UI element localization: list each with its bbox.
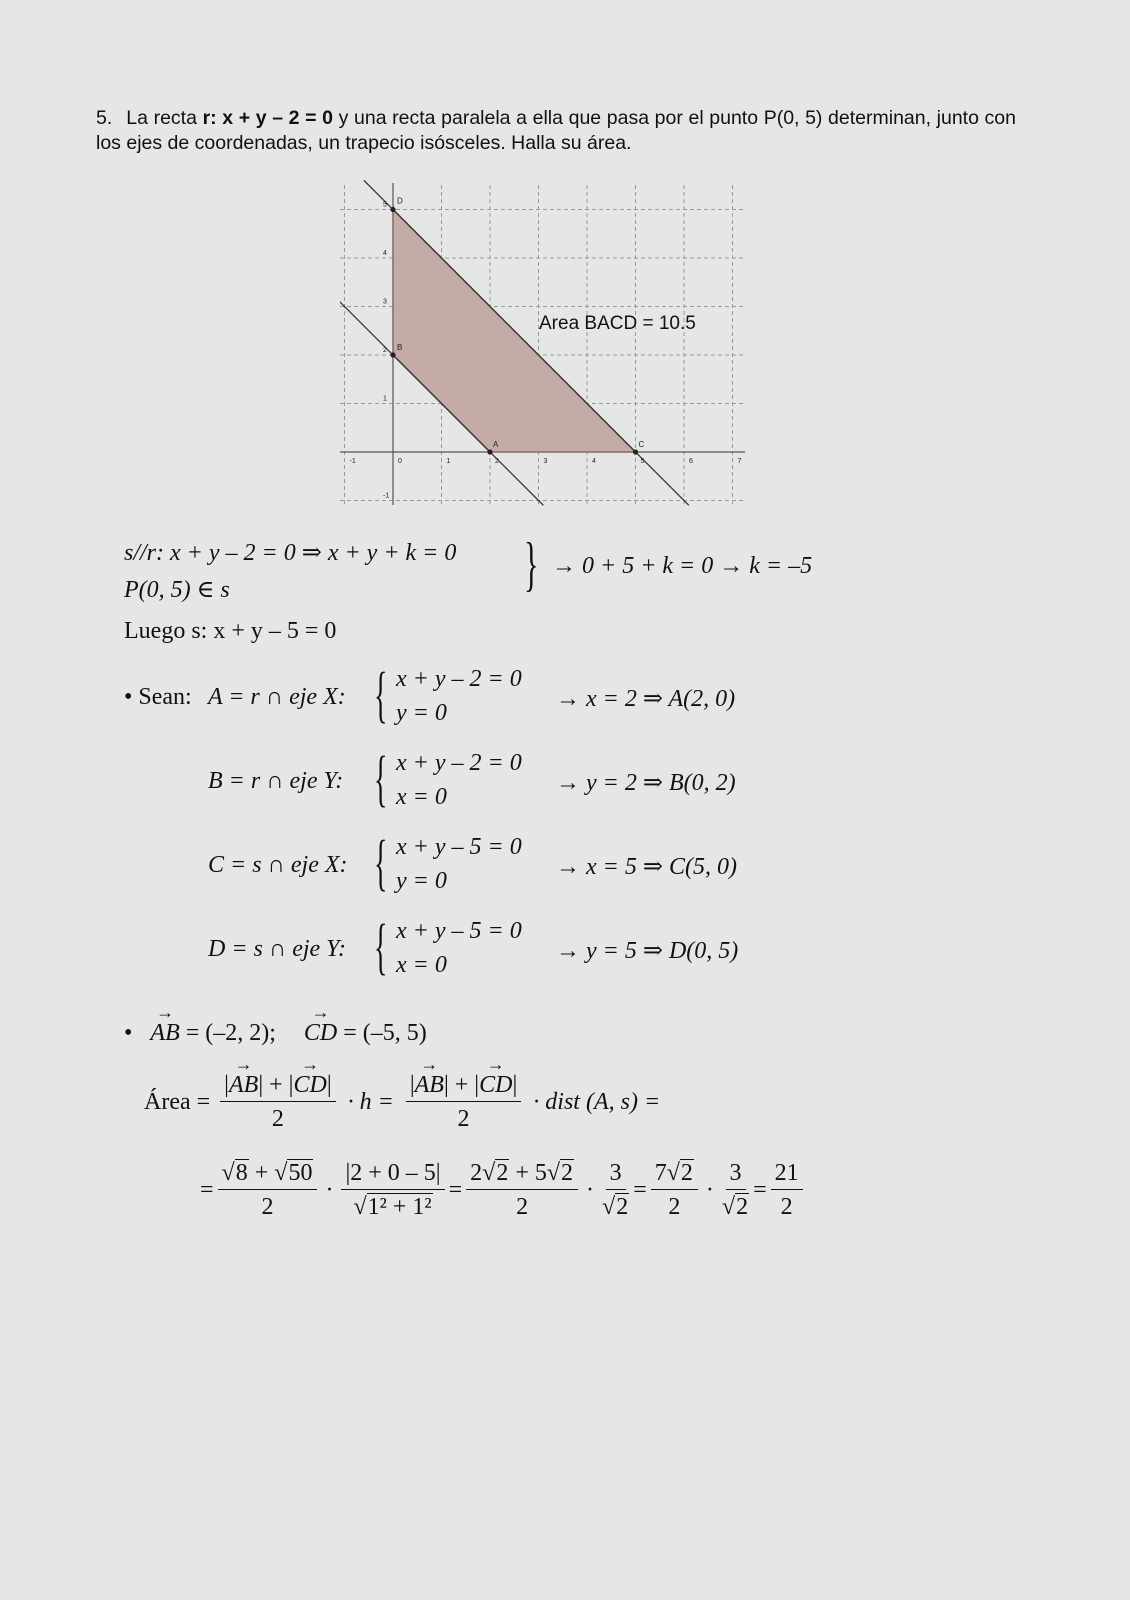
times-h: · h = [347, 1089, 394, 1115]
area-formula-1 [144, 1072, 660, 1133]
y-tick-label: 5 [383, 201, 387, 209]
y-tick-label: -1 [383, 492, 390, 500]
final-num: 21 [771, 1160, 803, 1190]
problem-text-b: y una recta paralela a ella que pasa por el punto P(0, 5) determinan, junto con los ejes de coordenadas, un trapecio isósceles. Halla su área. [96, 107, 1016, 154]
ab-in-frac-2: → AB [415, 1072, 444, 1099]
vector-ab-value: = (–2, 2); [179, 1020, 276, 1046]
root2-b: 2 [736, 1194, 749, 1220]
system-result: → x = 2 ⇒ A(2, 0) [556, 686, 736, 712]
x-tick-label: 5 [640, 458, 645, 465]
trapezoid-graph [340, 180, 750, 510]
seven-root2-frac: $\frac{7√2}{2}$ [651, 1160, 698, 1221]
area-word: Área = [144, 1089, 211, 1115]
system-result: → x = 5 ⇒ C(5, 0) [556, 854, 737, 880]
seven-coef: 7 [654, 1160, 667, 1186]
final-result [771, 1160, 803, 1221]
distance-frac: $\frac{|2 + 0 - 5|}{\text{√1² + 1²}}$ [341, 1160, 444, 1221]
vectors-bullet: • [124, 1020, 133, 1046]
eq-sign-1: = [200, 1177, 214, 1203]
y-tick-label: 2 [383, 347, 387, 354]
three-over-root2-b: $\frac{3}{√2}$ [721, 1160, 749, 1220]
five-coef: 5 [534, 1160, 547, 1186]
ab-in-frac: → AB [229, 1072, 258, 1099]
area-frac-2: $\frac{|\to AB| + |\to CD|}{2}$ [406, 1072, 521, 1133]
eq-sign-2: = [448, 1177, 463, 1203]
system-label: A = r ∩ eje X: [208, 684, 346, 710]
three-over-root2-a: $\frac{3}{√2}$ [602, 1160, 629, 1220]
system-label: C = s ∩ eje X: [208, 852, 348, 878]
system-result: → y = 2 ⇒ B(0, 2) [556, 770, 736, 796]
system-eq1: x + y – 5 = 0 [396, 834, 522, 860]
vector-cd: → CD [304, 1020, 337, 1047]
system-eq2: x = 0 [396, 952, 447, 978]
point-label-c: C [638, 440, 645, 449]
system-label: B = r ∩ eje Y: [208, 768, 344, 794]
vectors-line [124, 1020, 427, 1047]
point-a [487, 449, 492, 454]
point-c [633, 449, 638, 454]
area-label: Area BACD = 10.5 [539, 313, 696, 334]
cd-in-frac-2: → CD [479, 1072, 512, 1099]
two-coef: 2 [470, 1160, 483, 1186]
point-label-a: A [493, 440, 499, 449]
system-eq2: x = 0 [396, 784, 447, 810]
left-brace: { [374, 661, 388, 729]
x-tick-label: 3 [543, 458, 548, 465]
problem-number: 5. [96, 107, 113, 129]
y-tick-label: 1 [383, 395, 387, 403]
eq-sign-3: = [633, 1177, 647, 1203]
problem-statement [96, 106, 1016, 156]
simplified-sum-den: 2 [516, 1194, 529, 1220]
frac-den-2: 2 [457, 1106, 470, 1132]
point-label-b: B [397, 343, 403, 352]
y-tick-label: 4 [383, 250, 387, 257]
system-eq1: x + y – 2 = 0 [396, 666, 522, 692]
system-label: D = s ∩ eje Y: [208, 936, 346, 962]
root-sum-frac: $\frac{√8 + √50}{2}$ [218, 1160, 318, 1221]
system-eq2: y = 0 [396, 868, 447, 894]
root2-a: 2 [616, 1194, 629, 1220]
distance-den: 1² + 1² [367, 1194, 432, 1220]
left-brace: { [374, 829, 388, 897]
sean-prefix: • Sean: [124, 684, 192, 710]
left-brace: { [374, 913, 388, 981]
vector-ab: → AB [150, 1020, 179, 1047]
y-tick-label: 3 [383, 298, 387, 306]
cd-in-frac: → CD [293, 1072, 326, 1099]
x-tick-label: 6 [689, 458, 693, 465]
final-den: 2 [780, 1194, 793, 1220]
x-tick-label: 0 [398, 458, 402, 465]
problem-text-a: La recta [126, 107, 203, 129]
system-eq1: x + y – 2 = 0 [396, 750, 522, 776]
times-dist: · dist (A, s) = [533, 1089, 661, 1115]
left-brace: { [374, 745, 388, 813]
root-sum-den: 2 [261, 1194, 274, 1220]
distance-num: |2 + 0 – 5| [341, 1160, 444, 1190]
sqrt-8: 8 [235, 1160, 248, 1186]
x-tick-label: 7 [737, 458, 742, 465]
area-formula-2: = $\frac{√8 + √50}{2}$ · $\frac{|2 + 0 - 5|}{\text{√1² + 1²}}$ = $\frac{2√2 + 5√2}{2}$ · $\frac{3}{√2}$ = $\frac{7√2}{2}$ · $\frac{3}{√2}$ = $\frac{21}{2}$ [200, 1160, 807, 1221]
simplified-sum-frac: $\frac{2√2 + 5√2}{2}$ [466, 1160, 578, 1221]
seven-root2-den: 2 [668, 1194, 681, 1220]
eq-sign-4: = [753, 1177, 767, 1203]
line-s-equation: Luego s: x + y – 5 = 0 [124, 618, 337, 644]
area-frac-1: $\frac{|\to AB| + |\to CD|}{2}$ [220, 1072, 335, 1133]
frac-den-1: 2 [271, 1106, 284, 1132]
k-result: → 0 + 5 + k = 0 → k = –5 [552, 553, 813, 579]
x-tick-label: 4 [592, 458, 596, 465]
point-label-d: D [397, 196, 403, 206]
x-tick-label: 2 [495, 458, 499, 465]
problem-equation: r: x + y – 2 = 0 [202, 107, 334, 129]
system-result: → y = 5 ⇒ D(0, 5) [556, 938, 739, 964]
point-d [390, 207, 395, 212]
vector-cd-value: = (–5, 5) [337, 1020, 427, 1046]
point-p-membership: P(0, 5) ∈ s [124, 577, 230, 603]
x-tick-label: 1 [446, 458, 451, 465]
parallel-line-eq: s//r: x + y – 2 = 0 ⇒ x + y + k = 0 [124, 540, 457, 566]
system-eq1: x + y – 5 = 0 [396, 918, 522, 944]
point-b [390, 352, 395, 357]
system-eq2: y = 0 [396, 700, 447, 726]
three-a: 3 [606, 1160, 626, 1190]
sqrt-50: 50 [288, 1160, 313, 1186]
right-brace: } [524, 531, 539, 597]
x-tick-label: -1 [349, 458, 356, 465]
three-b: 3 [726, 1160, 746, 1190]
